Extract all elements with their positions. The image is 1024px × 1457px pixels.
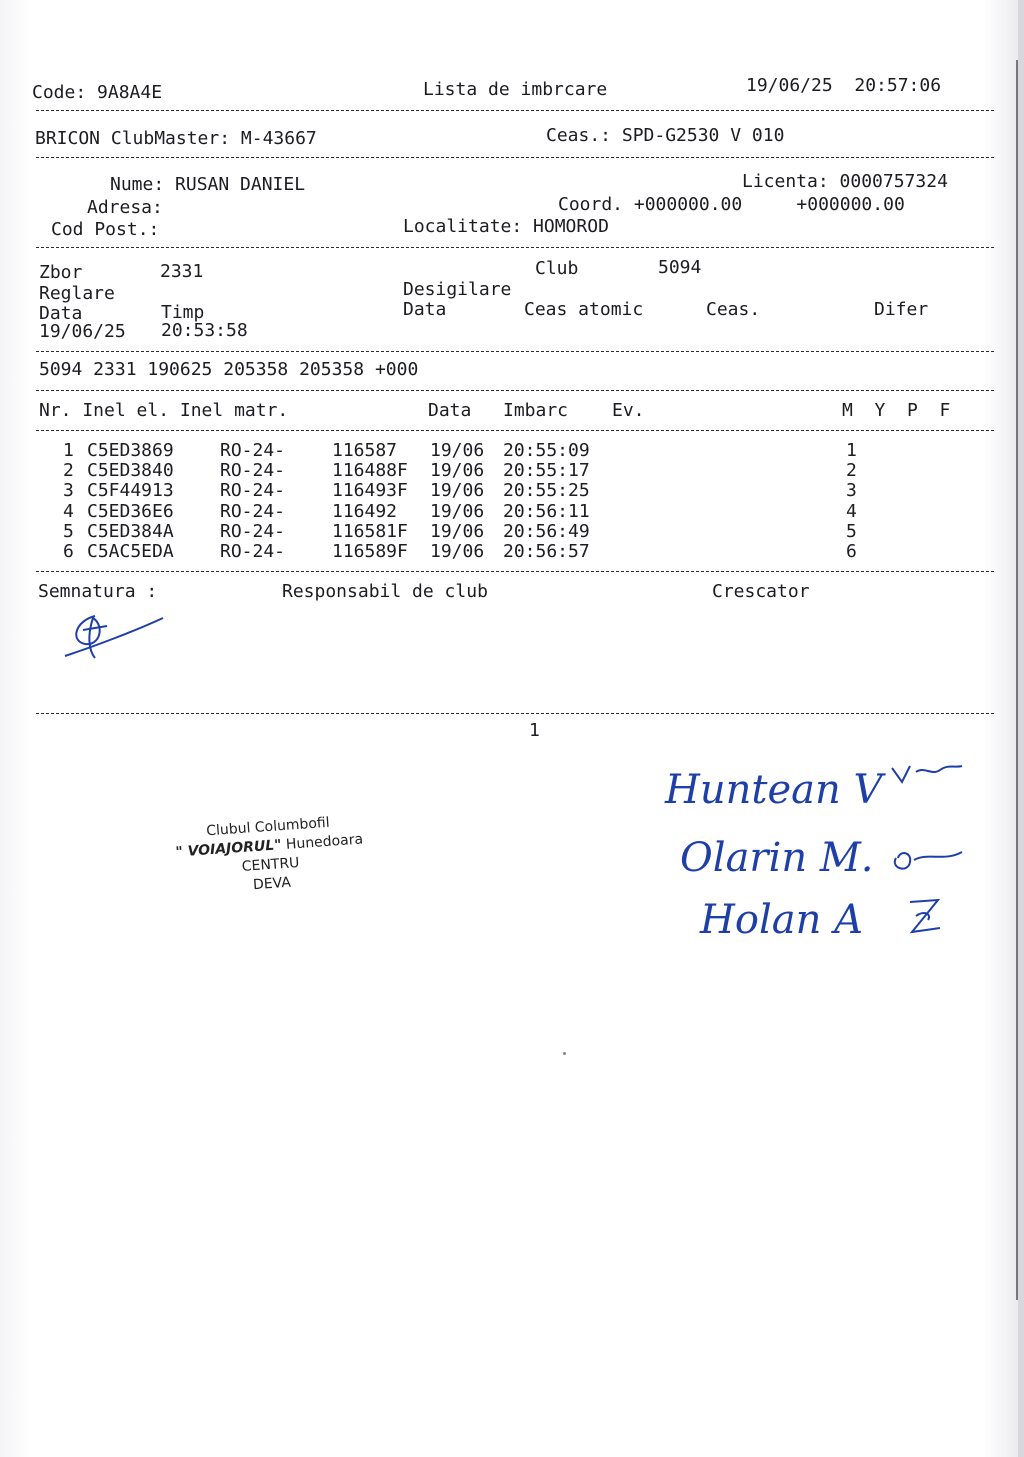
responsabil-label: Responsabil de club [282,581,488,602]
cell-m: 5 [846,520,857,542]
owner-license: Licenta: 0000757324 [742,171,948,192]
page-number: 1 [529,720,540,741]
stamp-line-3: CENTRU [241,854,300,875]
cell-nr: 3 [63,480,74,502]
divider [36,247,994,248]
table-header-ev: Ev. [612,400,645,421]
header-code: Code: 9A8A4E [32,82,163,103]
owner-address: Adresa: [87,197,163,218]
cell-m: 2 [846,460,857,482]
cell-inel-el: C5ED3840 [87,460,174,482]
handwritten-initials-3 [898,892,958,942]
cell-prefix: RO-24- [220,480,286,502]
cell-nr: 4 [63,500,74,522]
owner-locality: Localitate: HOMOROD [403,216,609,237]
crescator-label: Crescator [712,581,810,602]
zbor-label: Zbor [39,262,83,283]
paper-edge [1018,0,1024,1457]
cell-nr: 6 [63,541,74,562]
club-value: 5094 [658,257,702,278]
cell-date: 19/06 [430,520,485,542]
reglare-time: 20:53:58 [161,320,248,341]
paper-speck [563,1052,566,1055]
divider [36,430,994,431]
handwritten-initials-2 [888,838,968,878]
owner-name: Nume: RUSAN DANIEL [110,174,306,195]
flight-code-line: 5094 2331 190625 205358 205358 +000 [39,359,419,380]
reglare-date: 19/06/25 [39,321,126,342]
header-title: Lista de imbrcare [423,79,608,100]
ceas-atomic-label: Ceas atomic [524,299,644,320]
header-datetime: 19/06/25 20:57:06 [746,75,942,96]
cell-time: 20:56:57 [503,541,590,562]
cell-inel-el: C5AC5EDA [87,541,174,562]
cell-time: 20:55:25 [503,480,590,502]
cell-time: 20:55:09 [503,440,590,461]
signature-drawing [55,596,175,666]
cell-inel-matr: 116488F [332,460,408,482]
cell-date: 19/06 [430,440,485,461]
cell-prefix: RO-24- [220,440,286,461]
cell-time: 20:56:49 [503,520,590,542]
divider [36,351,994,352]
cell-inel-matr: 116492 [332,500,408,522]
stamp-line-4: DEVA [252,874,292,894]
cell-m: 3 [846,480,857,502]
clock-line: Ceas.: SPD-G2530 V 010 [546,125,785,146]
cell-inel-el: C5F44913 [87,480,174,502]
divider [36,571,994,572]
cell-prefix: RO-24- [220,500,286,522]
cell-inel-matr: 116581F [332,520,408,542]
cell-date: 19/06 [430,500,485,522]
handwritten-name-1: Huntean V [665,767,883,813]
table-header-myprf: M Y P F [842,400,951,421]
cell-nr: 2 [63,460,74,482]
stamp-city: Hunedoara [280,831,364,854]
cell-m: 6 [846,541,857,562]
divider [36,713,994,714]
handwritten-initials-1 [888,758,968,788]
cell-prefix: RO-24- [220,520,286,542]
data-label: Data [39,303,83,324]
owner-coord: Coord. +000000.00 +000000.00 [558,194,905,215]
zbor-value: 2331 [160,261,204,282]
cell-m: 4 [846,500,857,522]
product-line: BRICON ClubMaster: M-43667 [35,128,317,149]
divider [36,390,994,391]
timp-label: Timp [161,302,205,323]
cell-m: 1 [846,440,857,461]
data2-label: Data [403,299,447,320]
table-header-data: Data [428,400,472,421]
cell-date: 19/06 [430,541,485,562]
difer-label: Difer [874,299,929,320]
reglare-label: Reglare [39,283,115,304]
cell-inel-matr: 116587 [332,440,408,461]
table-header-left: Nr. Inel el. Inel matr. [39,400,289,421]
desigilare-label: Desigilare [403,279,512,300]
club-label: Club [535,258,579,279]
cell-prefix: RO-24- [220,460,286,482]
handwritten-name-3: Holan A [700,897,863,943]
cell-inel-el: C5ED384A [87,520,174,542]
cell-date: 19/06 [430,460,485,482]
cell-prefix: RO-24- [220,541,286,562]
cell-inel-matr: 116589F [332,541,408,562]
stamp-line-1: Clubul Columbofil [205,814,331,840]
cell-nr: 1 [63,440,74,461]
divider [36,110,994,111]
cell-time: 20:56:11 [503,500,590,522]
owner-postal: Cod Post.: [51,219,160,240]
cell-nr: 5 [63,520,74,542]
cell-inel-matr: 116493F [332,480,408,502]
cell-inel-el: C5ED3869 [87,440,174,461]
club-stamp [148,810,393,903]
paper-edge-line [1016,60,1018,1300]
divider [36,157,994,158]
cell-date: 19/06 [430,480,485,502]
stamp-club-name: " VOIAJORUL" [175,837,283,861]
table-header-imbarc: Imbarc [503,400,569,421]
cell-time: 20:55:17 [503,460,590,482]
semnatura-label: Semnatura : [38,581,158,602]
handwritten-name-2: Olarin M. [680,835,874,881]
ceas-label: Ceas. [706,299,761,320]
cell-inel-el: C5ED36E6 [87,500,174,522]
